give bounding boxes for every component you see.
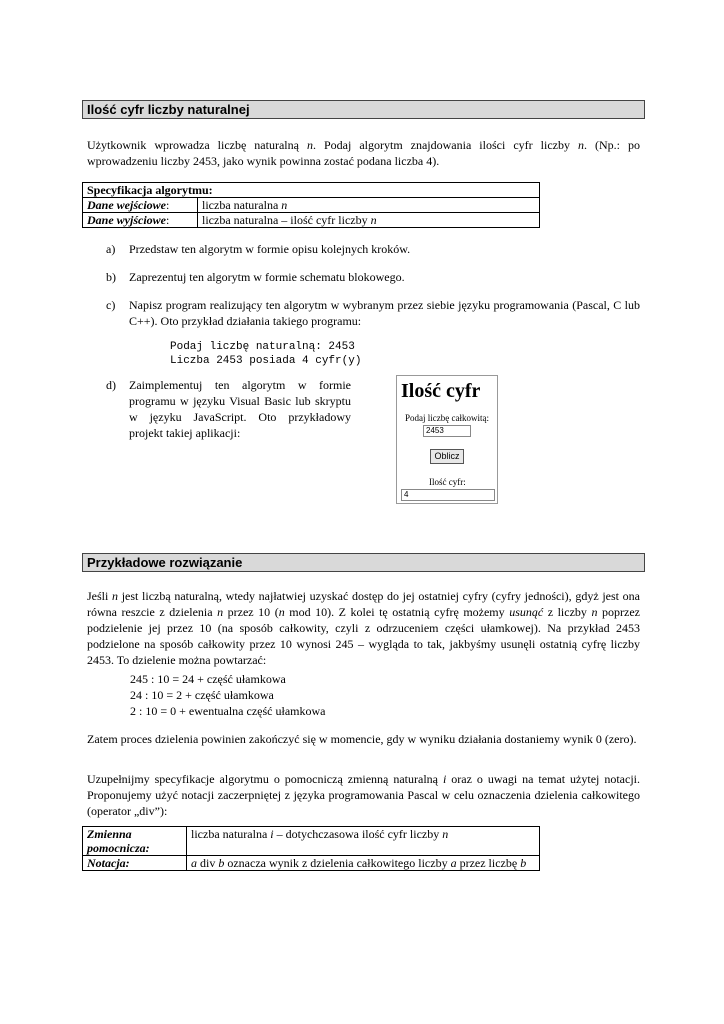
spec-table: [82, 182, 540, 228]
task-marker: a): [106, 242, 116, 256]
intro-text-b: . Podaj algorytm znajdowania ilości cyfr liczby: [312, 138, 578, 152]
aux-value-variable: [187, 827, 540, 856]
p3-segment: Uzupełnijmy specyfikacje algorytmu o pomocniczą zmienną naturalną: [87, 772, 443, 786]
aux-notation-segment: b: [218, 856, 225, 870]
task-text: Zaimplementuj ten algorytm w formie programu w języku Visual Basic lub skryptu w języku JavaScript. Oto przykładowy projekt takiej aplikacji:: [129, 378, 351, 440]
task-a: [106, 241, 640, 257]
oblicz-button[interactable]: Oblicz: [430, 449, 464, 464]
p1-segment: przez 10 (: [223, 605, 279, 619]
task-marker: b): [106, 270, 116, 284]
solution-paragraph-3: [87, 771, 640, 819]
intro-var-n2: n: [577, 138, 584, 152]
section-header-przykladowe-rozwiazanie: Przykładowe rozwiązanie: [82, 553, 645, 572]
task-text: Zaprezentuj ten algorytm w formie schematu blokowego.: [129, 270, 405, 284]
task-marker: d): [106, 378, 116, 392]
intro-var-n: n: [306, 138, 313, 152]
p1-segment: n: [217, 605, 224, 619]
spec-table-title: Specyfikacja algorytmu:: [83, 183, 540, 198]
p3-segment: oraz o uwagi na temat użytej notacji. Proponujemy użyć notacji zaczerpniętej z języka programowania Pascal w celu oznaczenia dzielenia całkowitego (operator „div”):: [87, 772, 640, 818]
aux-label-notation: Notacja:: [83, 856, 187, 871]
aux-notation-segment: przez liczbę: [456, 856, 521, 870]
aux-table: [82, 826, 540, 871]
task-marker: c): [106, 298, 116, 312]
p1-segment: mod 10). Z kolei tę ostatnią cyfrę możemy: [284, 605, 510, 619]
task-text: Przedstaw ten algorytm w formie opisu kolejnych kroków.: [129, 242, 411, 256]
aux-notation-segment: a: [450, 856, 457, 870]
app-title: Ilość cyfr: [401, 380, 481, 402]
task-b: [106, 269, 640, 285]
console-line-2: Liczba 2453 posiada 4 cyfr(y): [170, 355, 362, 367]
aux-label-variable: Zmienna pomocnicza:: [83, 827, 187, 856]
aux-variable-segment: liczba naturalna: [191, 827, 271, 841]
p1-segment: z liczby: [543, 605, 592, 619]
aux-variable-segment: – dotychczasowa ilość cyfr liczby: [273, 827, 443, 841]
spec-value-output: liczba naturalna – ilość cyfr liczby n: [198, 213, 540, 228]
aux-value-notation: [187, 856, 540, 871]
p3-segment: i: [442, 772, 447, 786]
aux-notation-segment: div: [197, 856, 219, 870]
task-text: Napisz program realizujący ten algorytm w wybranym przez siebie języku programowania (Pascal, C lub C++). Oto przykład działania takiego programu:: [129, 298, 640, 328]
table-row: [83, 827, 540, 856]
intro-paragraph: [87, 137, 640, 169]
table-row: [83, 198, 540, 213]
app-preview: [396, 375, 498, 504]
solution-paragraph-1: [87, 588, 640, 668]
aux-notation-segment: oznacza wynik z dzielenia całkowitego liczby: [224, 856, 451, 870]
division-example-1: 245 : 10 = 24 + część ułamkowa: [130, 672, 286, 686]
app-output-field[interactable]: 4: [401, 489, 495, 501]
p1-segment: n: [591, 605, 598, 619]
aux-variable-segment: i: [270, 827, 274, 841]
intro-text-a: Użytkownik wprowadza liczbę naturalną: [87, 138, 307, 152]
section-header-ilosc-cyfr: Ilość cyfr liczby naturalnej: [82, 100, 645, 119]
p1-segment: usunąć: [509, 605, 544, 619]
solution-paragraph-2: Zatem proces dzielenia powinien zakończyć się w momencie, gdy w wyniku działania dostaniemy wynik 0 (zero).: [87, 732, 637, 746]
p1-segment: n: [278, 605, 285, 619]
p1-segment: Jeśli: [87, 589, 113, 603]
spec-value-input: liczba naturalna n: [198, 198, 540, 213]
aux-notation-segment: a: [191, 856, 197, 870]
spec-label-input: Dane wejściowe:: [83, 198, 198, 213]
table-row: [83, 856, 540, 871]
app-number-input[interactable]: 2453: [423, 425, 471, 437]
p1-segment: n: [112, 589, 119, 603]
console-example: [170, 340, 361, 368]
task-c: [106, 297, 640, 329]
task-d: [106, 377, 351, 441]
p1-segment: poprzez podzielenie jej przez 10 (na sposób całkowity, czyli z odrzuceniem części ułamkowej). Na przykład 2453 podzielone na sposób całkowity przez 10 wynosi 245 – wygląda to tak, jakbyśmy usunęli ostatnią cyfrę liczby 2453. To dzielenie można powtarzać:: [87, 605, 640, 667]
aux-variable-segment: n: [442, 827, 449, 841]
table-row: [83, 213, 540, 228]
division-example-2: 24 : 10 = 2 + część ułamkowa: [130, 688, 274, 702]
spec-label-output: Dane wyjściowe:: [83, 213, 198, 228]
app-output-label: Ilość cyfr:: [429, 477, 466, 487]
console-line-1: Podaj liczbę naturalną: 2453: [170, 341, 355, 353]
aux-notation-segment: b: [520, 856, 527, 870]
division-example-3: 2 : 10 = 0 + ewentualna część ułamkowa: [130, 704, 326, 718]
p1-segment: jest liczbą naturalną, wtedy najłatwiej uzyskać dostęp do jej ostatniej cyfry (cyfry jedności), gdyż jest ona równa reszcie z dzielenia: [87, 589, 640, 619]
app-input-label: Podaj liczbę całkowitą:: [405, 413, 489, 423]
intro-text-c: . (Np.: po wprowadzeniu liczby 2453, jako wynik powinna zostać podana liczba 4).: [87, 138, 641, 168]
